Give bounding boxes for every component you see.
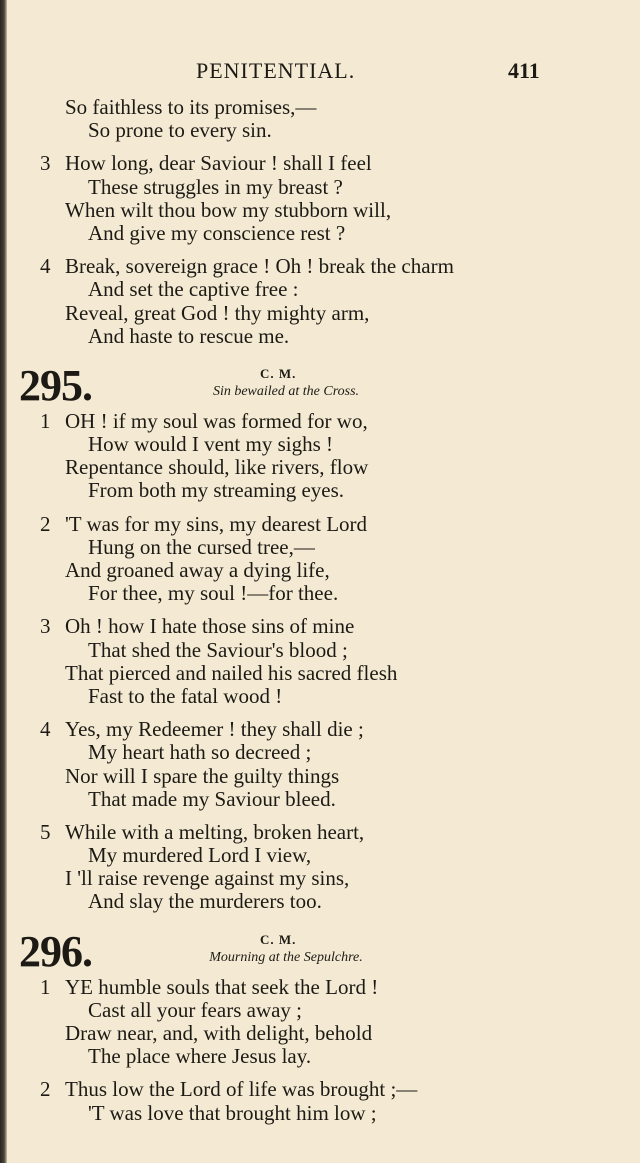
- verse-line: [0, 119, 640, 142]
- verse-line: [0, 536, 640, 559]
- stanza-number: 5: [40, 819, 51, 844]
- verse-line: [0, 741, 640, 764]
- verse-text: From both my streaming eyes.: [88, 478, 345, 503]
- verse-text: 'T was love that brought him low ;: [88, 1100, 377, 1125]
- verse-text: Nor will I spare the guilty things: [65, 763, 340, 788]
- verse-line: [0, 1045, 640, 1068]
- hymn-block: [0, 926, 640, 1125]
- verse-line: [0, 662, 640, 685]
- continued-hymn: [0, 96, 640, 348]
- verse-line: [0, 152, 640, 175]
- hymn-number: 296.: [19, 926, 92, 976]
- verse-text: When wilt thou bow my stubborn will,: [65, 197, 392, 222]
- stanza-number: 2: [40, 1077, 51, 1102]
- verse-text: So prone to every sin.: [88, 118, 272, 143]
- stanza: [0, 615, 640, 708]
- verse-text: So faithless to its promises,—: [65, 95, 317, 119]
- verse-text: My heart hath so decreed ;: [88, 740, 312, 765]
- verse-text: Draw near, and, with delight, behold: [65, 1021, 373, 1045]
- verse-line: [0, 844, 640, 867]
- hymn-heading: [0, 926, 640, 976]
- verse-text: Yes, my Redeemer ! they shall die ;: [65, 717, 364, 742]
- stanza: [0, 718, 640, 811]
- hymn-heading: [0, 360, 640, 410]
- verse-line: [0, 456, 640, 479]
- hymn-number: 295.: [19, 360, 92, 410]
- verse-text: My murdered Lord I view,: [88, 843, 312, 868]
- hymn-subtitle: Sin bewailed at the Cross.: [212, 383, 360, 399]
- verse-line: [0, 1078, 640, 1101]
- verse-text: That made my Saviour bleed.: [88, 786, 336, 811]
- hymn-block: [0, 360, 640, 914]
- stanza-number: 3: [40, 614, 51, 639]
- stanza: [0, 513, 640, 606]
- verse-line: [0, 718, 640, 741]
- verse-text: Hung on the cursed tree,—: [88, 534, 315, 559]
- verse-line: [0, 559, 640, 582]
- verse-text: Repentance should, like rivers, flow: [65, 455, 369, 480]
- verse-text: While with a melting, broken heart,: [65, 819, 365, 844]
- verse-text: For thee, my soul !—for thee.: [88, 581, 339, 606]
- verse-line: [0, 821, 640, 844]
- verse-line: [0, 199, 640, 222]
- verse-line: [0, 255, 640, 278]
- verse-line: [0, 1022, 640, 1045]
- verse-line: [0, 176, 640, 199]
- verse-text: And set the captive free :: [88, 277, 299, 302]
- verse-text: Reveal, great God ! thy mighty arm,: [65, 300, 370, 325]
- stanza-number: 1: [40, 408, 51, 433]
- verse-line: [0, 999, 640, 1022]
- verse-text: YE humble souls that seek the Lord !: [65, 974, 379, 999]
- verse-line: [0, 1102, 640, 1125]
- verse-line: [0, 479, 640, 502]
- verse-text: How long, dear Saviour ! shall I feel: [65, 151, 372, 176]
- verse-text: And groaned away a dying life,: [65, 558, 330, 582]
- verse-text: How would I vent my sighs !: [88, 432, 333, 457]
- verse-text: Oh ! how I hate those sins of mine: [65, 614, 355, 639]
- stanza: [0, 821, 640, 914]
- verse-line: [0, 410, 640, 433]
- verse-line: [0, 222, 640, 245]
- stanza-number: 3: [40, 151, 51, 176]
- stanza: [0, 255, 640, 348]
- verse-line: [0, 513, 640, 536]
- verse-text: The place where Jesus lay.: [88, 1044, 312, 1069]
- verse-text: That pierced and nailed his sacred flesh: [65, 660, 398, 685]
- page-header: [0, 58, 640, 88]
- verse-text: That shed the Saviour's blood ;: [88, 637, 348, 662]
- verse-line: [0, 615, 640, 638]
- page-number: 411: [508, 58, 540, 83]
- verse-text: I 'll raise revenge against my sins,: [65, 866, 350, 891]
- verse-text: Break, sovereign grace ! Oh ! break the charm: [65, 254, 454, 279]
- stanza: [0, 96, 640, 142]
- verse-line: [0, 890, 640, 913]
- stanza-number: 1: [40, 974, 51, 999]
- verse-text: Thus low the Lord of life was brought ;—: [65, 1077, 418, 1102]
- verse-text: OH ! if my soul was formed for wo,: [65, 408, 368, 433]
- verse-text: Fast to the fatal wood !: [88, 683, 283, 708]
- stanza-number: 4: [40, 254, 51, 279]
- verse-line: [0, 976, 640, 999]
- verse-line: [0, 302, 640, 325]
- verse-text: And haste to rescue me.: [88, 323, 290, 348]
- running-title: PENITENTIAL.: [196, 58, 356, 83]
- verse-line: [0, 765, 640, 788]
- verse-line: [0, 325, 640, 348]
- verse-text: Cast all your fears away ;: [88, 997, 303, 1022]
- hymn-subtitle: Mourning at the Sepulchre.: [209, 949, 363, 965]
- verse-line: [0, 96, 640, 119]
- verse-line: [0, 582, 640, 605]
- verse-line: [0, 278, 640, 301]
- stanza: [0, 410, 640, 503]
- verse-line: [0, 788, 640, 811]
- hymn-meter: C. M.: [260, 931, 297, 947]
- verse-line: [0, 685, 640, 708]
- verse-line: [0, 867, 640, 890]
- verse-text: These struggles in my breast ?: [88, 174, 343, 199]
- hymn-meter: C. M.: [260, 365, 297, 381]
- verse-line: [0, 433, 640, 456]
- verse-text: And slay the murderers too.: [88, 889, 322, 914]
- verse-text: 'T was for my sins, my dearest Lord: [65, 511, 368, 536]
- stanza-number: 4: [40, 717, 51, 742]
- page-body: [0, 96, 640, 1135]
- verse-line: [0, 639, 640, 662]
- hymn-list: [0, 360, 640, 1125]
- stanza: [0, 976, 640, 1069]
- stanza-number: 2: [40, 511, 51, 536]
- stanza: [0, 152, 640, 245]
- stanza: [0, 1078, 640, 1124]
- verse-text: And give my conscience rest ?: [88, 220, 346, 245]
